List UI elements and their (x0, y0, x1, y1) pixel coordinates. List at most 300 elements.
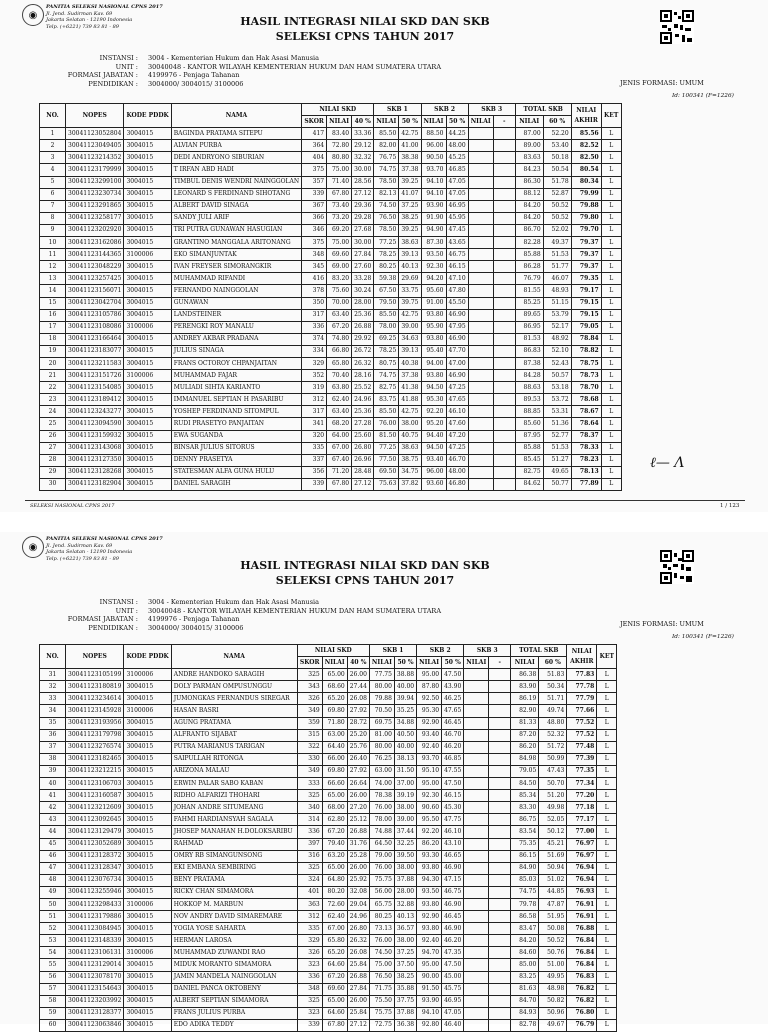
cell-skd-nilai: 67.00 (322, 923, 347, 935)
cell-skb1-nilai: 77.25 (374, 442, 399, 454)
cell-no: 35 (40, 717, 66, 729)
cell-skb1-50: 32.25 (394, 838, 416, 850)
cell-total-60: 51.00 (539, 959, 567, 971)
cell-skd-nilai: 63.00 (322, 729, 347, 741)
unit-value: 30040048 - KANTOR WILAYAH KEMENTERIAN HUKUM DAN HAM SUMATERA UTARA (148, 62, 442, 71)
sub-40: 40 % (347, 657, 369, 669)
cell-nama: SAIPULLAH RITONGA (171, 753, 297, 765)
table-row (40, 188, 622, 200)
cell-skb1-nilai: 74.75 (374, 370, 399, 382)
unit-label: UNIT : (115, 606, 138, 615)
cell-ket: L (597, 898, 617, 910)
cell-skb2-50: 45.95 (446, 212, 468, 224)
cell-nopes: 30041123212609 (66, 802, 124, 814)
cell-total-60: 50.57 (543, 370, 571, 382)
cell-skb1-50: 38.63 (399, 237, 421, 249)
table-row (40, 971, 617, 983)
cell-nopes: 30041123299100 (66, 176, 124, 188)
cell-ket: L (597, 959, 617, 971)
cell-no: 42 (40, 802, 66, 814)
cell-skb1-nilai: 80.25 (369, 911, 394, 923)
cell-skb3-dash (493, 382, 515, 394)
cell-kode: 3004015 (124, 224, 171, 236)
cell-skd-nilai: 80.80 (327, 152, 352, 164)
cell-skb1-50: 37.82 (399, 478, 421, 490)
cell-kode: 3004015 (124, 1007, 171, 1019)
cell-skb1-50: 42.75 (399, 128, 421, 140)
cell-ket: L (601, 200, 621, 212)
cell-skb2-nilai: 94.10 (421, 176, 446, 188)
cell-kode: 3004015 (124, 333, 171, 345)
cell-skb3-dash (489, 729, 511, 741)
cell-skb3-nilai (464, 729, 489, 741)
cell-total-nilai: 89.00 (515, 140, 543, 152)
cell-skb1-50: 36.57 (394, 923, 416, 935)
cell-skb3-nilai (464, 983, 489, 995)
sub-nilai: NILAI (374, 116, 399, 128)
cell-skb2-nilai: 87.80 (417, 681, 442, 693)
cell-skb1-nilai: 69.75 (369, 717, 394, 729)
cell-skb3-nilai (464, 959, 489, 971)
cell-nilai-akhir: 80.34 (571, 176, 601, 188)
sub-nilai: NILAI (515, 116, 543, 128)
cell-nilai-akhir: 76.91 (567, 911, 597, 923)
cell-total-60: 52.17 (543, 321, 571, 333)
cell-ket: L (597, 874, 617, 886)
cell-ket: L (601, 430, 621, 442)
table-row (40, 164, 622, 176)
cell-skd-40: 26.96 (352, 454, 374, 466)
cell-skb2-50: 47.25 (446, 382, 468, 394)
cell-nopes: 30041123078170 (66, 971, 124, 983)
cell-skd-skor: 343 (297, 681, 322, 693)
cell-skb1-50: 37.75 (394, 995, 416, 1007)
phone-line: Telp. (+6221) 739 83 81 - 89 (46, 23, 119, 30)
cell-nama: BINSAR JULIUS SITORUS (171, 442, 301, 454)
cell-skb2-50: 46.45 (442, 911, 464, 923)
cell-nopes: 30041123106703 (66, 778, 124, 790)
title-line-2: SELEKSI CPNS TAHUN 2017 (275, 574, 455, 587)
cell-skd-nilai: 65.00 (322, 790, 347, 802)
cell-nilai-akhir: 78.75 (571, 357, 601, 369)
cell-skd-40: 26.00 (347, 669, 369, 681)
cell-kode: 3100006 (124, 669, 171, 681)
col-skb1: SKB 1 (374, 104, 421, 116)
cell-skb1-nilai: 71.75 (369, 983, 394, 995)
cell-skb1-50: 37.44 (394, 826, 416, 838)
title-line-1: HASIL INTEGRASI NILAI SKD DAN SKB (240, 559, 490, 572)
cell-ket: L (601, 442, 621, 454)
cell-kode: 3004015 (124, 152, 171, 164)
cell-skb1-nilai: 75.75 (369, 1007, 394, 1019)
cell-skb2-50: 46.40 (442, 1019, 464, 1031)
pendidikan-label: PENDIDIKAN : (88, 79, 138, 88)
cell-total-nilai: 85.03 (511, 874, 539, 886)
cell-skb3-nilai (468, 237, 493, 249)
garuda-logo-icon: ◉ (22, 536, 44, 558)
cell-ket: L (597, 995, 617, 1007)
cell-skb2-50: 47.50 (442, 959, 464, 971)
cell-nilai-akhir: 79.88 (571, 200, 601, 212)
cell-total-60: 49.65 (543, 466, 571, 478)
cell-no: 13 (40, 273, 66, 285)
cell-skb3-dash (493, 285, 515, 297)
cell-skd-40: 25.84 (347, 1007, 369, 1019)
cell-nopes: 30041123166464 (66, 333, 124, 345)
cell-skb3-dash (493, 152, 515, 164)
cell-nilai-akhir: 77.79 (567, 693, 597, 705)
qr-code-icon (660, 10, 694, 44)
cell-skb1-50: 41.07 (399, 188, 421, 200)
cell-ket: L (601, 188, 621, 200)
cell-ket: L (601, 333, 621, 345)
cell-skd-nilai: 70.00 (327, 297, 352, 309)
cell-total-nilai: 88.12 (515, 188, 543, 200)
cell-skb3-dash (493, 309, 515, 321)
cell-nama: MIDUK MORANTO SIMAMORA (171, 959, 297, 971)
cell-nilai-akhir: 76.84 (567, 935, 597, 947)
cell-total-60: 49.37 (543, 237, 571, 249)
col-ket: KET (601, 104, 621, 128)
cell-skb2-nilai: 93.40 (421, 454, 446, 466)
cell-skd-nilai: 67.20 (322, 971, 347, 983)
cell-skb2-50: 44.25 (446, 128, 468, 140)
cell-nama: ALBERT SEPTIAN SIMAMORA (171, 995, 297, 1007)
cell-kode: 3004015 (124, 717, 171, 729)
cell-nopes: 30041123084945 (66, 923, 124, 935)
cell-kode: 3004015 (124, 237, 171, 249)
cell-nopes: 30041123052804 (66, 128, 124, 140)
cell-nilai-akhir: 79.15 (571, 309, 601, 321)
cell-ket: L (597, 1019, 617, 1031)
cell-skb2-nilai: 93.60 (421, 478, 446, 490)
cell-no: 30 (40, 478, 66, 490)
cell-skd-skor: 323 (297, 959, 322, 971)
cell-skb1-nilai: 78.25 (374, 345, 399, 357)
cell-total-nilai: 84.23 (515, 164, 543, 176)
address-line-1: Jl. Jend. Sudirman Kav. 69 (46, 10, 113, 17)
cell-nopes: 30041123258177 (66, 212, 124, 224)
cell-no: 34 (40, 705, 66, 717)
cell-kode: 3004015 (124, 454, 171, 466)
cell-skd-40: 26.08 (347, 693, 369, 705)
cell-skb1-50: 34.63 (399, 333, 421, 345)
cell-skd-nilai: 69.20 (327, 224, 352, 236)
cell-skb2-nilai: 95.60 (421, 285, 446, 297)
cell-skb3-dash (493, 200, 515, 212)
cell-skd-40: 25.52 (352, 382, 374, 394)
cell-skb2-nilai: 96.00 (421, 140, 446, 152)
cell-total-60: 51.15 (543, 297, 571, 309)
cell-skb3-nilai (464, 753, 489, 765)
cell-skb2-50: 47.55 (442, 765, 464, 777)
cell-no: 10 (40, 237, 66, 249)
cell-skb3-nilai (464, 826, 489, 838)
cell-kode: 3100006 (124, 370, 171, 382)
cell-skd-skor: 339 (302, 478, 327, 490)
cell-skd-skor: 312 (297, 911, 322, 923)
document-title (200, 558, 530, 588)
cell-ket: L (601, 140, 621, 152)
results-table (39, 103, 622, 491)
cell-skd-skor: 329 (302, 357, 327, 369)
cell-skb3-dash (493, 273, 515, 285)
cell-skb3-dash (493, 442, 515, 454)
cell-skb3-dash (493, 466, 515, 478)
cell-skd-40: 29.12 (352, 140, 374, 152)
cell-skd-40: 26.72 (352, 345, 374, 357)
cell-skb2-50: 47.50 (442, 778, 464, 790)
cell-nama: DOLY PARMAN OMPUSUNGGU (171, 681, 297, 693)
cell-total-nilai: 83.25 (511, 971, 539, 983)
cell-nopes: 30041123214352 (66, 152, 124, 164)
cell-skb1-nilai: 81.50 (374, 430, 399, 442)
cell-nopes: 30041123276574 (66, 741, 124, 753)
cell-nama: EKO SIMANJUNTAK (171, 249, 301, 261)
cell-kode: 3004015 (124, 814, 171, 826)
cell-skd-40: 27.84 (352, 249, 374, 261)
cell-skb3-nilai (464, 850, 489, 862)
cell-skd-skor: 340 (297, 802, 322, 814)
cell-total-60: 51.78 (543, 176, 571, 188)
cell-ket: L (601, 418, 621, 430)
cell-skb1-50: 28.00 (394, 886, 416, 898)
cell-skd-skor: 357 (302, 176, 327, 188)
cell-nopes: 30041123179798 (66, 729, 124, 741)
cell-nilai-akhir: 79.80 (571, 212, 601, 224)
cell-kode: 3004015 (124, 261, 171, 273)
cell-skb2-nilai: 94.40 (421, 430, 446, 442)
table-row (40, 370, 622, 382)
cell-nilai-akhir: 78.68 (571, 394, 601, 406)
cell-skb1-50: 37.38 (399, 164, 421, 176)
cell-skb1-nilai: 75.00 (369, 959, 394, 971)
cell-nilai-akhir: 77.66 (567, 705, 597, 717)
cell-ket: L (601, 212, 621, 224)
cell-kode: 3004015 (124, 935, 171, 947)
cell-skd-skor: 325 (297, 862, 322, 874)
cell-skd-skor: 325 (297, 790, 322, 802)
cell-skb1-nilai: 77.75 (369, 669, 394, 681)
cell-skb2-50: 46.85 (446, 164, 468, 176)
table-row (40, 995, 617, 1007)
cell-skb3-dash (489, 850, 511, 862)
cell-skb3-nilai (468, 188, 493, 200)
cell-skb3-dash (489, 741, 511, 753)
sub-nilai: NILAI (417, 657, 442, 669)
instansi-value: 3004 - Kementerian Hukum dan Hak Asasi Manusia (148, 54, 319, 62)
cell-skb3-dash (489, 911, 511, 923)
cell-total-60: 52.32 (539, 729, 567, 741)
cell-skb2-nilai: 94.10 (417, 1007, 442, 1019)
cell-kode: 3004015 (124, 778, 171, 790)
table-row (40, 705, 617, 717)
cell-nopes: 30041123128268 (66, 466, 124, 478)
cell-skb1-nilai: 56.00 (369, 886, 394, 898)
cell-skd-40: 26.08 (347, 947, 369, 959)
cell-nopes: 30041123127350 (66, 454, 124, 466)
cell-skb2-nilai: 94.30 (417, 874, 442, 886)
cell-skb1-nilai: 76.00 (369, 802, 394, 814)
table-row (40, 418, 622, 430)
cell-skb3-nilai (468, 345, 493, 357)
cell-skb2-nilai: 94.90 (421, 224, 446, 236)
cell-skd-nilai: 64.80 (322, 874, 347, 886)
cell-nilai-akhir: 77.35 (567, 765, 597, 777)
cell-skd-nilai: 71.40 (327, 176, 352, 188)
cell-skb1-nilai: 75.75 (369, 874, 394, 886)
col-kode: KODE PDDK (124, 645, 171, 669)
cell-skb3-dash (489, 874, 511, 886)
cell-skb3-dash (493, 430, 515, 442)
cell-total-nilai: 84.28 (515, 370, 543, 382)
cell-skd-40: 31.76 (347, 838, 369, 850)
table-row (40, 717, 617, 729)
cell-no: 27 (40, 442, 66, 454)
cell-skb3-dash (493, 297, 515, 309)
cell-total-60: 50.52 (543, 200, 571, 212)
cell-skb3-nilai (468, 466, 493, 478)
cell-nopes: 30041123234614 (66, 693, 124, 705)
cell-skb3-nilai (464, 971, 489, 983)
table-row (40, 345, 622, 357)
cell-skb3-dash (489, 705, 511, 717)
cell-nilai-akhir: 79.35 (571, 273, 601, 285)
cell-skb1-50: 39.75 (399, 297, 421, 309)
cell-skd-skor: 352 (302, 370, 327, 382)
cell-nilai-akhir: 77.83 (567, 669, 597, 681)
cell-no: 3 (40, 152, 66, 164)
document-title (200, 14, 530, 44)
cell-nilai-akhir: 79.99 (571, 188, 601, 200)
cell-skb1-nilai: 80.75 (374, 357, 399, 369)
cell-nilai-akhir: 82.50 (571, 152, 601, 164)
cell-skb1-nilai: 74.50 (369, 947, 394, 959)
address-line-2: Jakarta Selatan - 12190 Indonesia (46, 549, 133, 555)
cell-nopes: 30041123151726 (66, 370, 124, 382)
cell-skb1-nilai: 82.13 (374, 188, 399, 200)
col-no: NO. (40, 104, 66, 128)
cell-ket: L (601, 370, 621, 382)
cell-ket: L (601, 454, 621, 466)
cell-skb1-50: 39.25 (399, 224, 421, 236)
cell-skb3-nilai (468, 297, 493, 309)
cell-skb3-nilai (468, 200, 493, 212)
cell-skb3-dash (489, 778, 511, 790)
cell-skd-skor: 335 (297, 923, 322, 935)
cell-total-nilai: 79.78 (511, 898, 539, 910)
cell-kode: 3004015 (124, 995, 171, 1007)
cell-ket: L (601, 406, 621, 418)
cell-no: 19 (40, 345, 66, 357)
cell-total-60: 51.71 (539, 693, 567, 705)
cell-skb2-nilai: 91.00 (421, 297, 446, 309)
cell-kode: 3004015 (124, 874, 171, 886)
cell-skd-skor: 339 (297, 1019, 322, 1031)
cell-skd-nilai: 67.80 (327, 478, 352, 490)
cell-kode: 3004015 (124, 802, 171, 814)
cell-total-60: 52.02 (543, 224, 571, 236)
cell-nilai-akhir: 78.33 (571, 442, 601, 454)
cell-skd-skor: 374 (302, 333, 327, 345)
cell-nilai-akhir: 76.80 (567, 1007, 597, 1019)
cell-total-nilai: 82.78 (511, 1019, 539, 1031)
cell-total-60: 50.99 (539, 753, 567, 765)
table-row (40, 765, 617, 777)
cell-ket: L (597, 717, 617, 729)
cell-skd-40: 29.28 (352, 212, 374, 224)
cell-total-60: 50.52 (543, 212, 571, 224)
table-row (40, 802, 617, 814)
cell-skd-40: 26.00 (347, 995, 369, 1007)
cell-skb3-nilai (468, 357, 493, 369)
cell-skb2-nilai: 94.20 (421, 273, 446, 285)
cell-total-60: 52.43 (543, 357, 571, 369)
jenis-formasi: JENIS FORMASI: UMUM (620, 620, 704, 628)
cell-skd-nilai: 71.80 (322, 717, 347, 729)
cell-skb2-50: 46.25 (442, 693, 464, 705)
cell-skd-nilai: 65.20 (322, 947, 347, 959)
footer-divider (25, 500, 745, 501)
garuda-logo-icon: ◉ (22, 4, 44, 26)
cell-nama: EKI EMBANA SEMBIRING (171, 862, 297, 874)
table-row (40, 128, 622, 140)
cell-skd-40: 27.12 (347, 1019, 369, 1031)
cell-skd-40: 30.24 (352, 285, 374, 297)
cell-nopes: 30041123052689 (66, 838, 124, 850)
cell-skd-skor: 322 (297, 741, 322, 753)
cell-nopes: 30041123243277 (66, 406, 124, 418)
cell-skb1-50: 42.75 (399, 309, 421, 321)
cell-skd-skor: 375 (302, 237, 327, 249)
cell-skb3-dash (493, 370, 515, 382)
table-row (40, 237, 622, 249)
cell-skd-nilai: 71.20 (327, 466, 352, 478)
cell-total-nilai: 84.90 (511, 862, 539, 874)
cell-nama: NOV ANDRY DAVID SIMAREMARE (171, 911, 297, 923)
cell-ket: L (601, 309, 621, 321)
cell-no: 2 (40, 140, 66, 152)
cell-skb1-nilai: 76.00 (374, 418, 399, 430)
cell-skd-skor: 401 (297, 886, 322, 898)
cell-skb3-nilai (464, 862, 489, 874)
cell-nopes: 30041123042704 (66, 297, 124, 309)
cell-skb3-nilai (468, 406, 493, 418)
cell-skb1-50: 40.00 (394, 681, 416, 693)
cell-skd-nilai: 62.80 (322, 814, 347, 826)
cell-nilai-akhir: 77.18 (567, 802, 597, 814)
cell-skb2-50: 46.95 (442, 995, 464, 1007)
col-nama: NAMA (171, 104, 301, 128)
cell-nama: IVAN FREYSER SIMORANGKIR (171, 261, 301, 273)
cell-nama: GUNAWAN (171, 297, 301, 309)
cell-nopes: 30041123211583 (66, 357, 124, 369)
cell-skb3-nilai (468, 164, 493, 176)
info-block (20, 54, 441, 88)
cell-skb1-50: 38.00 (394, 862, 416, 874)
table-row (40, 442, 622, 454)
cell-nopes: 30041123203992 (66, 995, 124, 1007)
cell-total-60: 51.77 (543, 261, 571, 273)
cell-no: 52 (40, 923, 66, 935)
cell-skb3-dash (489, 838, 511, 850)
cell-skb3-dash (493, 237, 515, 249)
cell-nilai-akhir: 78.13 (571, 466, 601, 478)
table-row (40, 862, 617, 874)
cell-skb1-50: 34.75 (399, 466, 421, 478)
cell-skb2-nilai: 93.80 (417, 898, 442, 910)
cell-nopes: 30041123159932 (66, 430, 124, 442)
